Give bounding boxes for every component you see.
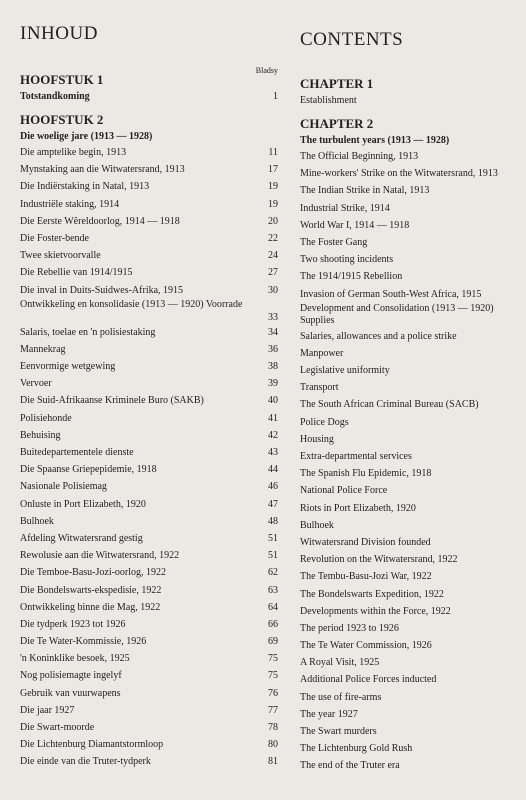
afrikaans-entry	[20, 341, 278, 358]
entry-page-number: 77	[268, 704, 278, 716]
english-entry: The period 1923 to 1926	[300, 622, 399, 634]
english-entry: The Foster Gang	[300, 236, 368, 248]
english-contents-column	[300, 28, 520, 775]
chapter-1-heading: HOOFSTUK 1	[20, 72, 104, 87]
english-entry: Development and Consolidation (1913 — 1920) Supplies	[300, 302, 494, 326]
english-entry: Bulhoek	[300, 519, 334, 531]
entry-title: Die Lichtenburg Diamantstormloop	[20, 739, 164, 751]
english-entry: The Spanish Flu Epidemic, 1918	[300, 468, 432, 480]
entry-page-number: 19	[268, 181, 278, 193]
entry-title: Nog polisiemagte ingelyf	[20, 670, 122, 682]
entry-page-number: 47	[268, 498, 278, 510]
english-entry: The use of fire-arms	[300, 691, 382, 703]
entry-page-number: 44	[268, 464, 278, 476]
entry-title: Die Temboe-Basu-Jozi-oorlog, 1922	[20, 567, 167, 579]
entry-title: Die Spaanse Griepepidemie, 1918	[20, 464, 157, 476]
entry-title: Die Suid-Afrikaanse Kriminele Buro (SAKB)	[20, 395, 204, 407]
chapter-1-subtitle-text: Totstandkoming	[20, 91, 90, 102]
afrikaans-entry	[20, 530, 278, 547]
english-entry: Transport	[300, 382, 339, 394]
afrikaans-entry	[20, 144, 278, 161]
afrikaans-entry-list	[20, 144, 278, 771]
afrikaans-entry	[20, 650, 278, 667]
english-entry: The Official Beginning, 1913	[300, 151, 419, 162]
entry-page-number: 33	[268, 311, 278, 323]
afrikaans-entry	[20, 616, 278, 633]
chapter-1-subtitle	[20, 90, 278, 104]
entry-title: Gebruik van vuurwapens	[20, 687, 121, 699]
entry-page-number: 22	[268, 232, 278, 244]
entry-title: Mannekrag	[20, 343, 66, 355]
entry-page-number: 11	[268, 147, 278, 158]
entry-page-number: 64	[268, 601, 278, 613]
entry-page-number: 75	[268, 670, 278, 682]
entry-page-number: 80	[268, 739, 278, 751]
afrikaans-entry	[20, 582, 278, 599]
english-chapter-1-heading: CHAPTER 1	[300, 76, 374, 91]
entry-page-number: 20	[268, 215, 278, 227]
english-entry: The Te Water Commission, 1926	[300, 640, 432, 652]
afrikaans-entry	[20, 427, 278, 444]
english-entry: Salaries, allowances and a police strike	[300, 330, 457, 342]
entry-title: Buitedepartementele dienste	[20, 447, 134, 458]
chapter-2-heading: HOOFSTUK 2	[20, 112, 104, 127]
entry-page-number: 36	[268, 343, 278, 355]
english-entry: Legislative uniformity	[300, 365, 390, 377]
entry-title: Die Indiërstaking in Natal, 1913	[20, 181, 150, 193]
english-entry: Riots in Port Elizabeth, 1920	[300, 502, 416, 514]
entry-page-number: 42	[268, 429, 278, 441]
english-chapter-2-subtitle: The turbulent years (1913 — 1928)	[300, 135, 450, 146]
afrikaans-entry	[20, 161, 278, 178]
english-entry: The end of the Truter era	[300, 760, 400, 772]
english-entry: Additional Police Forces inducted	[300, 674, 437, 686]
english-entry: Witwatersrand Division founded	[300, 536, 431, 548]
english-entry: The year 1927	[300, 708, 358, 720]
entry-page-number: 78	[268, 722, 278, 733]
inhoud-title: INHOUD	[20, 23, 98, 44]
entry-title: Die amptelike begin, 1913	[20, 147, 127, 158]
english-entry: Industrial Strike, 1914	[300, 202, 390, 214]
afrikaans-entry	[20, 736, 278, 753]
afrikaans-entry	[20, 547, 278, 564]
entry-title: Onluste in Port Elizabeth, 1920	[20, 498, 146, 510]
english-entry: World War I, 1914 — 1918	[300, 219, 410, 231]
english-entry: Mine-workers' Strike on the Witwatersrand, 1913	[300, 168, 498, 180]
english-entry: The Tembu-Basu-Jozi War, 1922	[300, 571, 432, 583]
entry-title: Die tydperk 1923 tot 1926	[20, 618, 126, 630]
afrikaans-entry	[20, 178, 278, 195]
entry-page-number: 17	[268, 164, 278, 176]
entry-page-number: 19	[268, 198, 278, 210]
english-entry: A Royal Visit, 1925	[300, 657, 380, 669]
entry-page-number: 34	[268, 326, 278, 338]
chapter-2-subtitle: Die woelige jare (1913 — 1928)	[20, 131, 153, 142]
english-entry: Manpower	[300, 347, 344, 359]
entry-page-number: 81	[268, 756, 278, 768]
entry-title: Die Bondelswarts-ekspedisie, 1922	[20, 584, 162, 596]
entry-title: Nasionale Polisiemag	[20, 481, 107, 493]
entry-page-number: 27	[268, 267, 278, 279]
afrikaans-contents-column	[20, 22, 278, 771]
afrikaans-entry	[20, 685, 278, 702]
afrikaans-entry	[20, 358, 278, 375]
afrikaans-entry	[20, 478, 278, 495]
english-entry: The 1914/1915 Rebellion	[300, 271, 403, 283]
entry-page-number: 75	[268, 653, 278, 665]
entry-title: Afdeling Witwatersrand gestig	[20, 532, 143, 544]
entry-title: Die jaar 1927	[20, 704, 75, 716]
entry-title: Mynstaking aan die Witwatersrand, 1913	[20, 164, 185, 176]
entry-title: Die Swart-moorde	[20, 722, 95, 733]
chapter-1-page: 1	[273, 91, 278, 102]
entry-title: Bulhoek	[20, 515, 54, 527]
entry-page-number: 38	[268, 361, 278, 373]
entry-title: Die einde van die Truter-tydperk	[20, 756, 151, 768]
afrikaans-entry	[20, 633, 278, 650]
afrikaans-entry	[20, 392, 278, 409]
afrikaans-entry	[20, 324, 278, 341]
entry-page-number: 51	[268, 532, 278, 544]
entry-page-number: 66	[268, 618, 278, 630]
entry-title: Eenvormige wetgewing	[20, 361, 116, 373]
entry-title: Die Te Water-Kommissie, 1926	[20, 636, 147, 648]
afrikaans-entry	[20, 410, 278, 427]
page-column-label: Bladsy	[255, 66, 278, 75]
english-chapter-1-subtitle: Establishment	[300, 95, 357, 106]
english-entry: Invasion of German South-West Africa, 1915	[300, 288, 482, 300]
entry-page-number: 62	[268, 567, 278, 579]
english-entry: The Indian Strike in Natal, 1913	[300, 185, 430, 197]
entry-title: Salaris, toelae en 'n polisiestaking	[20, 326, 156, 338]
afrikaans-entry	[20, 667, 278, 684]
entry-page-number: 30	[268, 284, 278, 296]
afrikaans-entry	[20, 213, 278, 230]
entry-title: Ontwikkeling en konsolidasie (1913 — 1920) Voorrade	[20, 298, 243, 310]
entry-page-number: 40	[268, 395, 278, 407]
afrikaans-entry	[20, 375, 278, 392]
entry-title: Rewolusie aan die Witwatersrand, 1922	[20, 550, 180, 562]
english-entry: Revolution on the Witwatersrand, 1922	[300, 554, 458, 566]
entry-title: Industriële staking, 1914	[20, 198, 120, 210]
entry-title: Die inval in Duits-Suidwes-Afrika, 1915	[20, 284, 184, 296]
english-entry: The South African Criminal Bureau (SACB)	[300, 399, 479, 411]
entry-title: 'n Koninklike besoek, 1925	[20, 653, 130, 665]
english-entry: Developments within the Force, 1922	[300, 605, 451, 617]
entry-title: Die Foster-bende	[20, 232, 89, 244]
afrikaans-entry	[20, 444, 278, 461]
afrikaans-entry	[20, 753, 278, 770]
afrikaans-entry	[20, 599, 278, 616]
afrikaans-entry	[20, 247, 278, 264]
english-chapter-2-heading: CHAPTER 2	[300, 116, 374, 131]
english-entry: Two shooting incidents	[300, 254, 394, 266]
english-entry: The Lichtenburg Gold Rush	[300, 743, 413, 755]
entry-title: Vervoer	[20, 378, 52, 390]
afrikaans-entry	[20, 513, 278, 530]
english-entry: Police Dogs	[300, 416, 349, 428]
english-entry-list	[300, 148, 520, 775]
afrikaans-entry	[20, 264, 278, 281]
entry-page-number: 48	[268, 515, 278, 527]
entry-page-number: 46	[268, 481, 278, 493]
entry-title: Twee skietvoorvalle	[20, 250, 101, 262]
entry-page-number: 51	[268, 550, 278, 562]
english-entry: The Bondelswarts Expedition, 1922	[300, 588, 444, 600]
afrikaans-entry	[20, 230, 278, 247]
entry-title: Polisiehonde	[20, 412, 72, 424]
afrikaans-entry	[20, 702, 278, 719]
english-entry: Housing	[300, 433, 334, 445]
afrikaans-entry	[20, 564, 278, 581]
entry-page-number: 43	[268, 447, 278, 458]
entry-title: Die Rebellie van 1914/1915	[20, 267, 133, 279]
entry-page-number: 76	[268, 687, 278, 699]
entry-page-number: 39	[268, 378, 278, 390]
entry-title: Ontwikkeling binne die Mag, 1922	[20, 601, 161, 613]
english-entry: National Police Force	[300, 485, 388, 497]
afrikaans-entry	[20, 196, 278, 213]
english-entry: Extra-departmental services	[300, 451, 412, 462]
entry-page-number: 63	[268, 584, 278, 596]
entry-page-number: 24	[268, 250, 278, 262]
entry-title: Behuising	[20, 429, 61, 441]
afrikaans-entry	[20, 719, 278, 736]
afrikaans-entry	[20, 299, 278, 324]
entry-title: Die Eerste Wêreldoorlog, 1914 — 1918	[20, 215, 180, 227]
contents-title: CONTENTS	[300, 29, 404, 50]
afrikaans-entry	[20, 461, 278, 478]
afrikaans-entry	[20, 496, 278, 513]
entry-page-number: 41	[268, 412, 278, 424]
afrikaans-entry	[20, 282, 278, 299]
entry-page-number: 69	[268, 636, 278, 648]
english-entry: The Swart murders	[300, 726, 377, 737]
